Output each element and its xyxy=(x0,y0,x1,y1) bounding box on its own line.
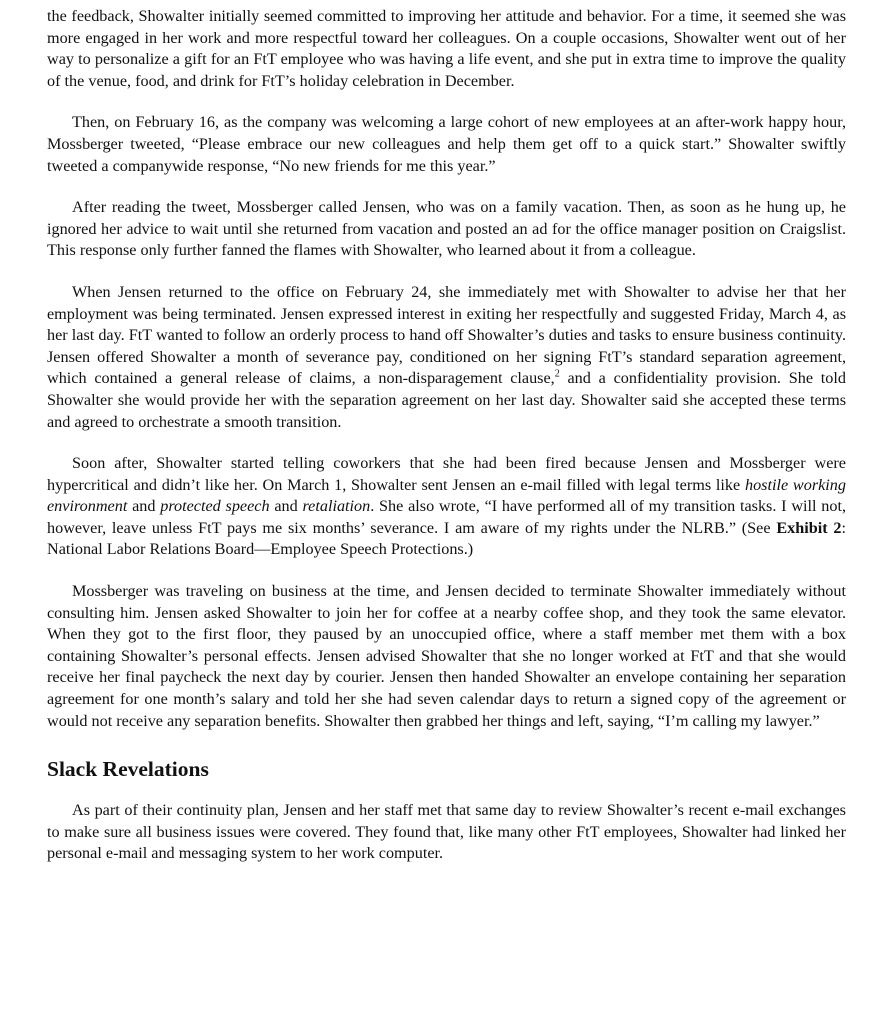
legal-email-text-a: Soon after, Showalter started telling coworkers that she had been fired because Jensen and Mossberger were hypercritical and didn’t like her. On March 1, Showalter sent Jensen an e-mail filled with legal terms like xyxy=(47,454,846,494)
paragraph-termination-text-b: and a confidentiality provision. She told Showalter she would provide her with the separation agreement on her last day. Showalter said she accepted these terms and agreed to orchestrate a smooth transition. xyxy=(47,369,846,431)
term-retaliation: retaliation xyxy=(302,497,371,516)
paragraph-termination xyxy=(47,282,846,433)
legal-email-text-b: and xyxy=(127,497,161,516)
term-hostile-environment: hostile working environment xyxy=(47,475,846,516)
exhibit-2-reference: Exhibit 2 xyxy=(776,518,842,537)
legal-email-text-e: : National Labor Relations Board—Employee Speech Protections.) xyxy=(47,518,846,559)
paragraph-continuity-plan: As part of their continuity plan, Jensen and her staff met that same day to review Showalter’s recent e-mail exchanges to make sure all business issues were covered. They found that, like many other FtT employees, Showalter had linked her personal e-mail and messaging system to her work computer. xyxy=(47,801,846,863)
term-protected-speech: protected speech xyxy=(160,497,270,516)
legal-email-text-d: . She also wrote, “I have performed all of my transition tasks. I will not, however, leave unless FtT pays me six months’ severance. I am aware of my rights under the NLRB.” (See xyxy=(47,497,847,537)
paragraph-immediate-termination: Mossberger was traveling on business at the time, and Jensen decided to terminate Showalter immediately without consulting him. Jensen asked Showalter to join her for coffee at a nearby coffee shop, and they took the same elevator. When they got to the first floor, they paused by an unoccupied office, where a staff member met them with a box containing Showalter’s personal effects. Jensen advised Showalter that she no longer worked at FtT and that she would receive her final paycheck the next day by courier. Jensen then handed Showalter an envelope containing her separation agreement for one month’s salary and told her she had seven calendar days to return a signed copy of the agreement or would not receive any separation benefits. Showalter then grabbed her things and left, saying, “I’m calling my lawyer.” xyxy=(47,582,846,730)
document-page xyxy=(0,6,896,1030)
paragraph-feedback: the feedback, Showalter initially seemed committed to improving her attitude and behavior. For a time, it seemed she was more engaged in her work and more respectful toward her colleagues. On a couple occasions, Showalter went out of her way to personalize a gift for an FtT employee who was having a life event, and she put in extra time to improve the quality of the venue, food, and drink for FtT’s holiday celebration in December. xyxy=(47,7,846,90)
paragraph-craigslist: After reading the tweet, Mossberger called Jensen, who was on a family vacation. Then, as soon as he hung up, he ignored her advice to wait until she returned from vacation and posted an ad for the office manager position on Craigslist. This response only further fanned the flames with Showalter, who learned about it from a colleague. xyxy=(47,198,846,260)
paragraph-termination-text-a: When Jensen returned to the office on February 24, she immediately met with Showalter to advise her that her employment was being terminated. Jensen expressed interest in exiting her respectfully and suggested Friday, March 4, as her last day. FtT wanted to follow an orderly process to hand off Showalter’s duties and tasks to ensure business continuity. Jensen offered Showalter a month of severance pay, conditioned on her signing FtT’s standard separation agreement, which contained a general release of claims, a non-disparagement clause, xyxy=(47,282,846,388)
section-heading-slack-revelations: Slack Revelations xyxy=(47,757,209,782)
footnote-ref-2: 2 xyxy=(554,368,560,380)
paragraph-legal-email xyxy=(47,453,846,561)
legal-email-text-c: and xyxy=(269,497,303,516)
paragraph-tweet: Then, on February 16, as the company was welcoming a large cohort of new employees at an after-work happy hour, Mossberger tweeted, “Please embrace our new colleagues and help them get off to a quick start.” Showalter swiftly tweeted a companywide response, “No new friends for me this year.” xyxy=(47,113,846,175)
